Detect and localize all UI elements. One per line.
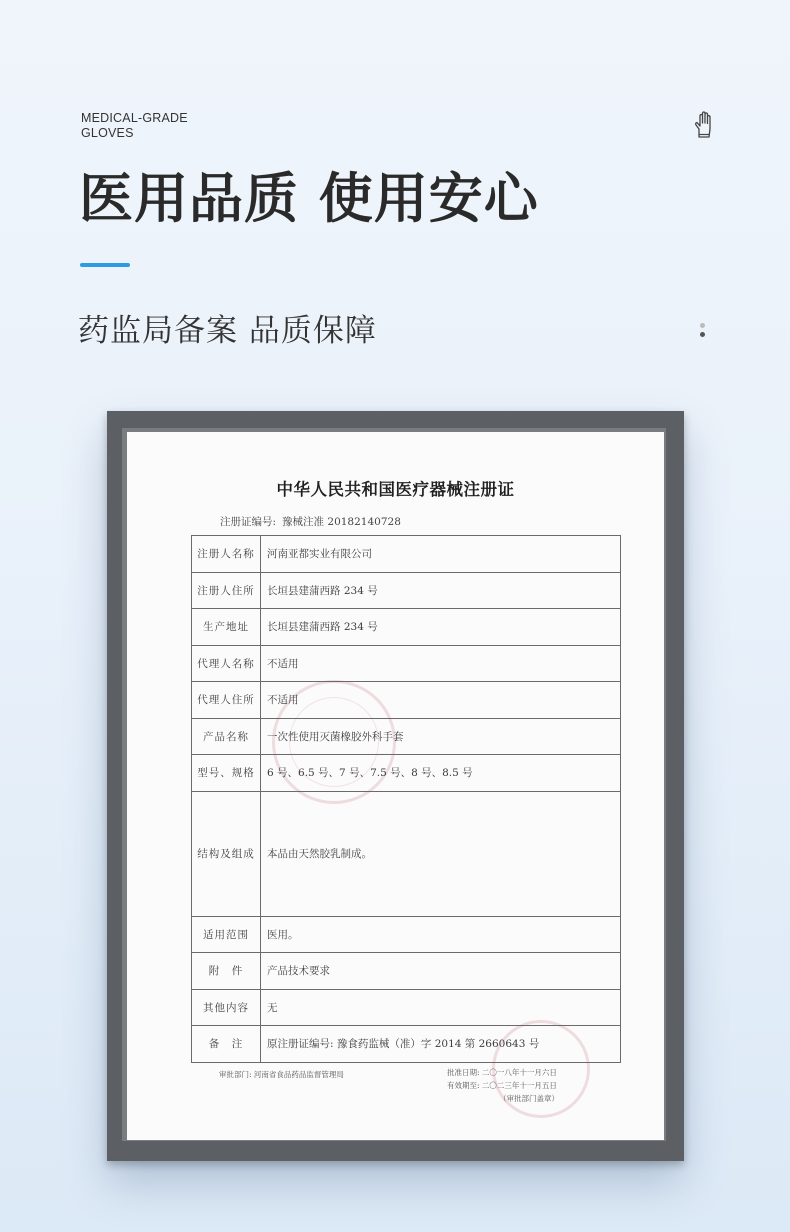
accent-divider xyxy=(80,263,130,267)
field-label: 产品名称 xyxy=(192,718,261,755)
glove-icon xyxy=(692,110,716,140)
field-label: 适用范围 xyxy=(192,916,261,953)
page-subheading: 药监局备案 品质保障 xyxy=(78,313,377,349)
table-row xyxy=(192,682,621,719)
field-label: 注册人名称 xyxy=(192,536,261,573)
table-row xyxy=(192,536,621,573)
certificate-number-label: 注册证编号: xyxy=(220,516,277,528)
table-row xyxy=(192,645,621,682)
certificate-number xyxy=(220,514,401,529)
field-value: 长垣县建蒲西路 234 号 xyxy=(261,609,621,646)
table-row xyxy=(192,953,621,990)
field-label: 生产地址 xyxy=(192,609,261,646)
eyebrow-line-2: GLOVES xyxy=(81,126,134,140)
seal-note: （审批部门盖章） xyxy=(499,1094,559,1103)
more-dots-icon xyxy=(698,323,706,349)
table-row xyxy=(192,755,621,792)
approving-authority: 审批部门: 河南省食品药品监督管理局 xyxy=(219,1070,344,1079)
approval-date: 批准日期: 二〇一八年十一月六日 xyxy=(447,1068,557,1077)
valid-until-date: 有效期至: 二〇二三年十一月五日 xyxy=(447,1081,557,1090)
field-value: 不适用 xyxy=(261,645,621,682)
field-label: 其他内容 xyxy=(192,989,261,1026)
field-value: 不适用 xyxy=(261,682,621,719)
field-label: 附 件 xyxy=(192,953,261,990)
registration-certificate xyxy=(127,432,664,1140)
eyebrow-line-1: MEDICAL-GRADE xyxy=(81,111,188,125)
field-value: 本品由天然胶乳制成。 xyxy=(261,791,621,916)
field-value: 产品技术要求 xyxy=(261,953,621,990)
field-label: 注册人住所 xyxy=(192,572,261,609)
certificate-dates xyxy=(447,1066,559,1105)
certificate-table xyxy=(191,535,621,1063)
field-label: 代理人住所 xyxy=(192,682,261,719)
table-row xyxy=(192,1026,621,1063)
table-row xyxy=(192,718,621,755)
field-label: 备 注 xyxy=(192,1026,261,1063)
field-value: 原注册证编号: 豫食药监械（准）字 2014 第 2660643 号 xyxy=(261,1026,621,1063)
field-value: 医用。 xyxy=(261,916,621,953)
table-row xyxy=(192,916,621,953)
table-row xyxy=(192,572,621,609)
eyebrow-label xyxy=(81,111,188,141)
field-value: 6 号、6.5 号、7 号、7.5 号、8 号、8.5 号 xyxy=(261,755,621,792)
field-label: 型号、规格 xyxy=(192,755,261,792)
table-row xyxy=(192,989,621,1026)
table-row xyxy=(192,791,621,916)
field-label: 结构及组成 xyxy=(192,791,261,916)
field-label: 代理人名称 xyxy=(192,645,261,682)
field-value: 一次性使用灭菌橡胶外科手套 xyxy=(261,718,621,755)
page-headline: 医用品质 使用安心 xyxy=(79,167,539,230)
field-value: 无 xyxy=(261,989,621,1026)
field-value: 河南亚都实业有限公司 xyxy=(261,536,621,573)
field-value: 长垣县建蒲西路 234 号 xyxy=(261,572,621,609)
table-row xyxy=(192,609,621,646)
certificate-title: 中华人民共和国医疗器械注册证 xyxy=(276,480,515,499)
certificate-number-value: 豫械注准 20182140728 xyxy=(282,516,401,528)
